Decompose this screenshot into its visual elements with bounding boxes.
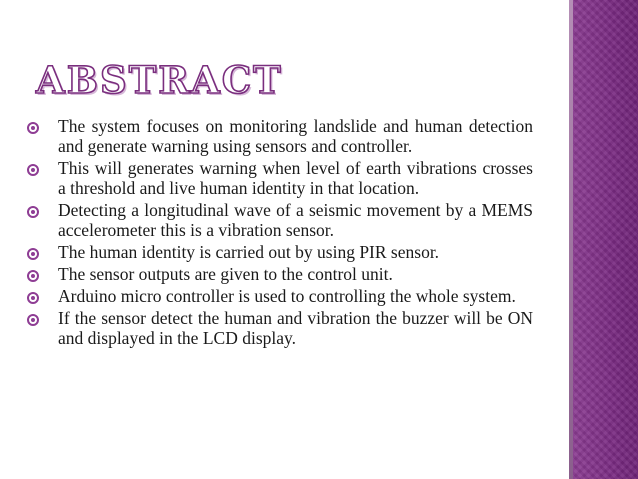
circled-dot-icon (27, 314, 39, 326)
bullet-item (27, 116, 533, 156)
bullet-item (27, 264, 533, 284)
bullet-item (27, 158, 533, 198)
circled-dot-icon (27, 164, 39, 176)
bullet-list (27, 116, 533, 348)
slide-title: ABSTRACT (36, 58, 283, 102)
bullet-text: The system focuses on monitoring landslide and human detection and generate warning using sensors and controller. (58, 116, 533, 156)
bullet-item (27, 308, 533, 348)
bullet-text: Detecting a longitudinal wave of a seismic movement by a MEMS accelerometer this is a vibration sensor. (58, 200, 533, 240)
bullet-text: If the sensor detect the human and vibration the buzzer will be ON and displayed in the LCD display. (58, 308, 533, 348)
bullet-text: The sensor outputs are given to the control unit. (58, 264, 393, 284)
circled-dot-icon (27, 122, 39, 134)
bullet-text: Arduino micro controller is used to controlling the whole system. (58, 286, 516, 306)
bullet-item (27, 242, 533, 262)
bullet-text: This will generates warning when level of earth vibrations crosses a threshold and live human identity in that location. (58, 158, 533, 198)
decorative-side-band (573, 0, 638, 479)
bullet-item (27, 200, 533, 240)
circled-dot-icon (27, 248, 39, 260)
circled-dot-icon (27, 206, 39, 218)
bullet-text: The human identity is carried out by using PIR sensor. (58, 242, 440, 262)
circled-dot-icon (27, 270, 39, 282)
bullet-item (27, 286, 533, 306)
circled-dot-icon (27, 292, 39, 304)
